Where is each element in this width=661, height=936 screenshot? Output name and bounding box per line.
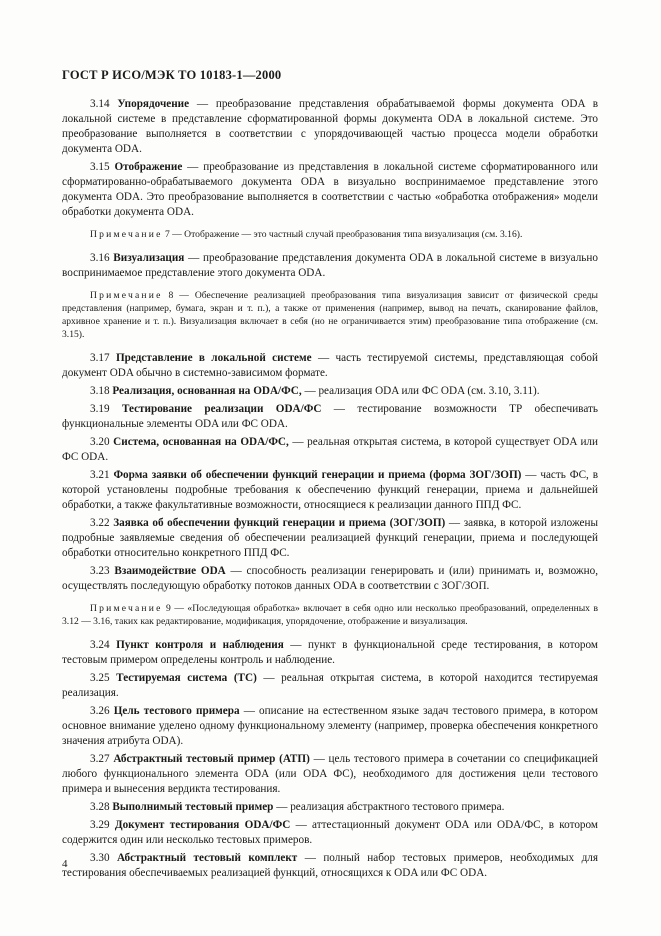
clause-3-16 bbox=[62, 251, 598, 281]
clause-3-17 bbox=[62, 351, 598, 381]
clause-number: 3.29 bbox=[90, 819, 110, 831]
clause-text: — цель тестового примера в сочетании со спецификацией любого функционального элемента ODA (или ODA ФС), необходимого для достижения цели тестового примера и вынесения вердикта тестирования. bbox=[62, 753, 599, 795]
note-7 bbox=[62, 228, 598, 241]
clause-number: 3.22 bbox=[90, 517, 110, 529]
clause-text: — заявка, в которой изложены подробные заявляемые сведения об обеспечении реализацией функций генерации, приема и последующей обработки относительно конкретного ППД ФС. bbox=[62, 517, 599, 559]
clause-term: Заявка об обеспечении функций генерации и приема (ЗОГ/ЗОП) bbox=[113, 517, 446, 529]
clause-3-14 bbox=[62, 97, 598, 157]
clause-text: — полный набор тестовых примеров, необходимых для тестирования обеспечиваемых реализацией функций, относящихся к ODA или ФС ODA. bbox=[62, 852, 598, 879]
clause-text: — реализация абстрактного тестового примера. bbox=[273, 801, 505, 813]
clause-3-15 bbox=[62, 160, 598, 220]
clause-number: 3.25 bbox=[90, 672, 110, 684]
clause-number: 3.26 bbox=[90, 705, 110, 717]
clause-3-20 bbox=[62, 435, 598, 465]
clause-3-29 bbox=[62, 818, 598, 848]
clause-3-22 bbox=[62, 516, 598, 561]
clause-number: 3.28 bbox=[90, 801, 110, 813]
clause-text: — преобразование представления документа ODA в локальной системе в визуально воспринимаемое представление этого документа ODA. bbox=[62, 252, 598, 279]
clause-3-21 bbox=[62, 468, 598, 513]
clause-text: — реальная открытая система, в которой существует ODA или ФС ODA. bbox=[62, 436, 598, 463]
clause-term: Отображение bbox=[114, 161, 183, 173]
clause-text: — тестирование возможности ТР обеспечивать функциональные элементы ODA или ФС ODA. bbox=[62, 403, 598, 430]
clause-text: — реализация ODA или ФС ODA (см. 3.10, 3.11). bbox=[301, 385, 540, 397]
clause-number: 3.27 bbox=[90, 753, 110, 765]
page-number: 4 bbox=[62, 858, 68, 870]
clause-term: Абстрактный тестовый пример (АТП) bbox=[113, 753, 310, 765]
clause-3-18 bbox=[62, 384, 598, 399]
clause-3-25 bbox=[62, 671, 598, 701]
clause-text: — преобразование представления обрабатываемой формы документа ODA в локальной системе в представление сформатированной формы документа ODA в локальной системе. Это преобразование выполняется в соответствии с упорядочивающей частью процесса модели обработки документа ODA. bbox=[62, 98, 598, 155]
clause-number: 3.19 bbox=[90, 403, 110, 415]
clause-3-28 bbox=[62, 800, 598, 815]
clause-number: 3.24 bbox=[90, 639, 110, 651]
note-8 bbox=[62, 289, 598, 341]
clause-text: — аттестационный документ ODA или ODA/ФС, в котором содержится один или несколько тестовых примеров. bbox=[62, 819, 598, 846]
clause-term: Документ тестирования ODA/ФС bbox=[114, 819, 291, 831]
clause-3-19 bbox=[62, 402, 598, 432]
clause-number: 3.16 bbox=[90, 252, 110, 264]
note-label: Примечание bbox=[90, 290, 163, 301]
clause-number: 3.14 bbox=[90, 98, 110, 110]
clause-term: Цель тестового примера bbox=[113, 705, 240, 717]
document-body bbox=[62, 97, 598, 884]
clause-number: 3.17 bbox=[90, 352, 110, 364]
clause-term: Выполнимый тестовый пример bbox=[112, 801, 274, 813]
clause-term: Форма заявки об обеспечении функций генерации и приема (форма ЗОГ/ЗОП) bbox=[113, 469, 522, 481]
clause-number: 3.21 bbox=[90, 469, 110, 481]
clause-term: Абстрактный тестовый комплект bbox=[117, 852, 298, 864]
clause-term: Пункт контроля и наблюдения bbox=[116, 639, 284, 651]
note-label: Примечание bbox=[90, 603, 163, 614]
note-text: 7 — Отображение — это частный случай преобразования типа визуализация (см. 3.16). bbox=[162, 229, 523, 240]
clause-term: Тестирование реализации ODA/ФС bbox=[121, 403, 322, 415]
clause-term: Визуализация bbox=[113, 252, 185, 264]
clause-text: — описание на естественном языке задач тестового примера, в котором основное внимание уделено одному функциональному элементу (например, проверка обеспечения конкретного значения атрибута ODA). bbox=[62, 705, 599, 747]
clause-text: — часть ФС, в которой установлены подробные требования к обеспечению функций генерации, приема и дальнейшей обработки, а также факультативные возможности, относящиеся к реализации данного ППД ФС. bbox=[62, 469, 598, 511]
clause-term: Реализация, основанная на ODA/ФС, bbox=[112, 385, 302, 397]
clause-term: Представление в локальной системе bbox=[115, 352, 312, 364]
clause-3-27 bbox=[62, 752, 598, 797]
clause-text: — способность реализации генерировать и (или) принимать и, возможно, осуществлять последующую обработку потоков данных ODA в соответствии с ЗОГ/ЗОП. bbox=[62, 565, 598, 592]
clause-text: — часть тестируемой системы, представляющая собой документ ODA обычно в системно-зависимом формате. bbox=[62, 352, 598, 379]
clause-term: Тестируемая система (ТС) bbox=[116, 672, 257, 684]
clause-text: — пункт в функциональной среде тестирования, в котором тестовым примером определены контроль и наблюдение. bbox=[62, 639, 598, 666]
clause-text: — реальная открытая система, в которой находится тестируемая реализация. bbox=[62, 672, 599, 699]
clause-term: Взаимодействие ODA bbox=[114, 565, 226, 577]
clause-number: 3.30 bbox=[90, 852, 110, 864]
note-9 bbox=[62, 602, 598, 628]
clause-3-26 bbox=[62, 704, 598, 749]
clause-3-24 bbox=[62, 638, 598, 668]
clause-text: — преобразование из представления в локальной системе сформатированного или сформатированно-обрабатываемого документа ODA в визуально воспринимаемое представление этого документа ODA. Это преобразование выполняется в соответствии с частью «обработка отображения» модели обработки документа ODA. bbox=[62, 161, 598, 218]
clause-number: 3.15 bbox=[90, 161, 110, 173]
note-text: 9 — «Последующая обработка» включает в себя одно или несколько преобразований, определенных в 3.12 — 3.16, таких как редактирование, модификация, упорядочение, отображение и визуализация. bbox=[62, 603, 598, 627]
clause-number: 3.18 bbox=[90, 385, 110, 397]
page-header: ГОСТ Р ИСО/МЭК ТО 10183-1—2000 bbox=[62, 68, 282, 82]
clause-number: 3.20 bbox=[90, 436, 110, 448]
clause-3-23 bbox=[62, 564, 598, 594]
note-label: Примечание bbox=[90, 229, 163, 240]
note-text: 8 — Обеспечение реализацией преобразования типа визуализация зависит от физической среды представления (например, бумага, экран и т. п.), а также от применения (например, вывод на печать, сканирование файлов, архивное хранение и т. п.). Визуализация включает в себя (но не ограничивается этим) преобразование типа отображение (см. 3.15). bbox=[62, 290, 598, 340]
clause-number: 3.23 bbox=[90, 565, 110, 577]
clause-3-30 bbox=[62, 851, 598, 881]
clause-term: Система, основанная на ODA/ФС, bbox=[113, 436, 289, 448]
clause-term: Упорядочение bbox=[117, 98, 190, 110]
